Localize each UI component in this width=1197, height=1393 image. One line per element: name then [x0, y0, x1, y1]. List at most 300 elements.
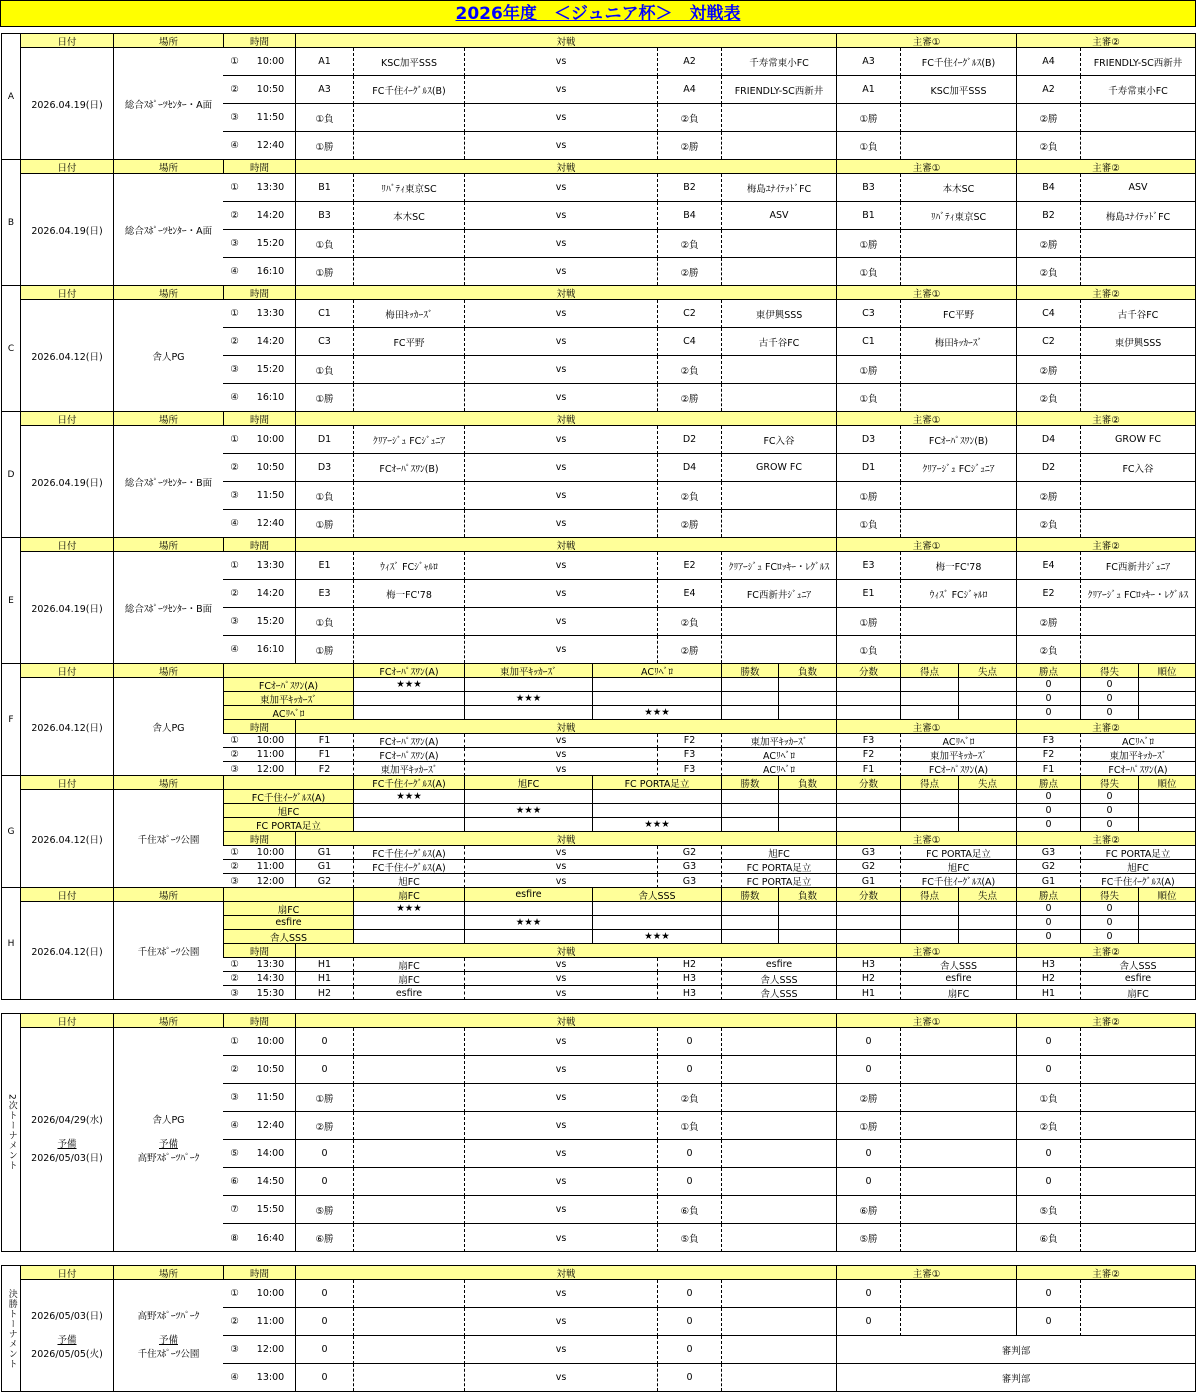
value-wins	[721, 804, 778, 818]
referee-2-code: H1	[1016, 986, 1080, 1000]
value-losses	[778, 678, 836, 692]
header-date: 日付	[21, 888, 113, 902]
referee-2-code: 0	[1016, 1056, 1080, 1084]
header-points: 勝点	[1016, 664, 1080, 678]
referee-2-name: esfire	[1080, 972, 1195, 986]
team-2-name: 旭FC	[721, 846, 836, 860]
team-2-name	[721, 1112, 836, 1140]
referee-2-code: ②勝	[1016, 230, 1080, 258]
referee-1-code: ①勝	[836, 104, 900, 132]
referee-1-name: 東加平ｷｯｶｰｽﾞ	[900, 748, 1016, 762]
team-2-name	[721, 1028, 836, 1056]
header-date: 日付	[21, 776, 113, 790]
match-time: 11:00	[246, 860, 295, 874]
match-number: ⑤	[223, 1140, 246, 1168]
value-rank	[1138, 804, 1195, 818]
value-goals-against	[958, 902, 1016, 916]
match-date: 2026.04.12(日)	[31, 835, 103, 846]
referee-1-code: ①負	[836, 132, 900, 159]
header-match: 対戦	[295, 412, 836, 426]
match-number: ③	[230, 763, 239, 775]
match-number: ①	[223, 1280, 246, 1308]
value-goals-for	[900, 916, 958, 930]
header-referee-2: 主審②	[1016, 412, 1195, 426]
result-cell	[464, 678, 592, 692]
value-goal-diff: 0	[1080, 818, 1138, 832]
referee-2-name: 古千谷FC	[1080, 300, 1195, 328]
team-2-name: FC入谷	[721, 426, 836, 454]
referee-1-name: 梅一FC'78	[900, 552, 1016, 580]
team-2-code: G3	[657, 874, 721, 888]
team-1-name: ﾘﾊﾞﾃｨ東京SC	[353, 174, 464, 202]
match-date: 2026.04.12(日)	[31, 947, 103, 958]
referee-1-name	[900, 1084, 1016, 1112]
value-points: 0	[1016, 678, 1080, 692]
vs-label: vs	[464, 1084, 657, 1112]
header-goals-against: 失点	[958, 776, 1016, 790]
team-2-code: ②負	[657, 104, 721, 132]
vs-label: vs	[464, 1140, 657, 1168]
team-2-code: 0	[657, 1280, 721, 1308]
referee-1-name	[900, 384, 1016, 411]
team-2-name	[721, 1140, 836, 1168]
header-place: 場所	[113, 538, 223, 552]
match-time: 11:50	[246, 104, 295, 132]
value-goals-for	[900, 930, 958, 944]
team-2-code: ②勝	[657, 258, 721, 285]
result-cell	[353, 804, 464, 818]
referee-2-code: 0	[1016, 1308, 1080, 1336]
referee-1-code: F1	[836, 762, 900, 776]
team-1-name	[353, 482, 464, 510]
team-2-code: H2	[657, 958, 721, 972]
team-2-name: 舎人SSS	[721, 972, 836, 986]
match-date-2: 2026/05/05(火)	[31, 1348, 103, 1360]
referee-1-code: B3	[836, 174, 900, 202]
team-2-name	[721, 482, 836, 510]
match-number: ②	[223, 328, 246, 356]
value-draws	[836, 790, 900, 804]
team-2-code: B4	[657, 202, 721, 230]
vs-label: vs	[464, 426, 657, 454]
vs-label: vs	[464, 328, 657, 356]
referee-1-code: ①負	[836, 510, 900, 537]
match-venue: 舎人PG	[113, 678, 223, 776]
venue-1: 舎人PG	[152, 1114, 185, 1126]
team-1-code: ①負	[295, 608, 353, 636]
header-draws: 分数	[836, 664, 900, 678]
standings-col-team-1: FC千住ｲｰｸﾞﾙｽ(A)	[353, 776, 464, 790]
team-1-code: ①勝	[295, 384, 353, 411]
value-goals-for	[900, 692, 958, 706]
team-1-code: D1	[295, 426, 353, 454]
match-time: 15:20	[246, 608, 295, 636]
match-time: 12:40	[256, 140, 285, 151]
match-number: ④	[230, 392, 239, 403]
standings-col-team-3: ACﾘﾍﾞﾛ	[592, 664, 721, 678]
team-1-name: 扇FC	[353, 958, 464, 972]
group-label: C	[2, 286, 21, 411]
vs-label: vs	[464, 874, 657, 888]
group-c	[1, 285, 1196, 412]
match-time: 15:20	[246, 230, 295, 258]
referee-2-name	[1080, 1168, 1195, 1196]
referee-2-code: D2	[1016, 454, 1080, 482]
team-2-code: C2	[657, 300, 721, 328]
team-1-code: H1	[295, 958, 353, 972]
referee-1-name: KSC加平SSS	[900, 76, 1016, 104]
referee-1-name: 舎人SSS	[900, 958, 1016, 972]
header-goal-diff: 得失	[1080, 888, 1138, 902]
standings-corner	[223, 776, 353, 790]
header-draws: 分数	[836, 888, 900, 902]
referee-1-name: ｳｨｽﾞ FCｼﾞｬﾙﾛ	[900, 580, 1016, 608]
value-goals-for	[900, 818, 958, 832]
vs-label: vs	[464, 986, 657, 1000]
group-f	[1, 663, 1196, 776]
header-place: 場所	[113, 776, 223, 790]
referee-2-name: 扇FC	[1080, 986, 1195, 1000]
value-goal-diff: 0	[1080, 930, 1138, 944]
value-points: 0	[1016, 790, 1080, 804]
referee-2-name	[1080, 510, 1195, 537]
standings-row-team: FC PORTA足立	[223, 818, 353, 832]
team-2-name: 千寿常東小FC	[721, 48, 836, 76]
team-2-code: 0	[657, 1168, 721, 1196]
self-match-stars: ★★★	[464, 692, 592, 706]
referee-2-name	[1080, 1140, 1195, 1168]
value-wins	[721, 818, 778, 832]
referee-2-code: B4	[1016, 174, 1080, 202]
team-2-code: 0	[657, 1308, 721, 1336]
reserve-label: 予備	[57, 1138, 77, 1150]
team-1-name	[353, 230, 464, 258]
referee-1-code: ①勝	[836, 608, 900, 636]
team-1-code: 0	[295, 1168, 353, 1196]
match-time: 12:40	[246, 1112, 295, 1140]
header-match: 対戦	[295, 720, 836, 734]
team-1-name: 東加平ｷｯｶｰｽﾞ	[353, 762, 464, 776]
team-1-code: 0	[295, 1028, 353, 1056]
team-2-name: GROW FC	[721, 454, 836, 482]
team-1-code: D3	[295, 454, 353, 482]
team-2-name: 舎人SSS	[721, 986, 836, 1000]
referee-1-code: 0	[836, 1140, 900, 1168]
team-1-name	[353, 1028, 464, 1056]
value-losses	[778, 916, 836, 930]
referee-2-name	[1080, 104, 1195, 132]
match-time: 13:30	[246, 300, 295, 328]
team-2-code: ②負	[657, 356, 721, 384]
header-losses: 負数	[778, 888, 836, 902]
match-time: 15:50	[246, 1196, 295, 1224]
team-2-code: ②負	[657, 608, 721, 636]
team-1-code: E1	[295, 552, 353, 580]
team-2-code: H3	[657, 972, 721, 986]
referee-1-name: 旭FC	[900, 860, 1016, 874]
referee-2-code: ②勝	[1016, 608, 1080, 636]
referee-1-code: C3	[836, 300, 900, 328]
team-2-name	[721, 1168, 836, 1196]
team-2-name: FC PORTA足立	[721, 860, 836, 874]
group-d	[1, 411, 1196, 538]
team-2-name	[721, 1196, 836, 1224]
match-number: ①	[223, 174, 246, 202]
team-2-name	[721, 1056, 836, 1084]
vs-label: vs	[464, 734, 657, 748]
referee-1-code: E3	[836, 552, 900, 580]
referee-2-code: ②負	[1016, 384, 1080, 411]
value-goals-against	[958, 706, 1016, 720]
referee-1-code: ⑤勝	[836, 1224, 900, 1252]
match-number: ⑦	[223, 1196, 246, 1224]
vs-label: vs	[464, 580, 657, 608]
team-1-code: ②勝	[295, 1112, 353, 1140]
header-referee-1: 主審①	[836, 944, 1016, 958]
result-cell	[353, 818, 464, 832]
header-goal-diff: 得失	[1080, 664, 1138, 678]
header-goal-diff: 得失	[1080, 776, 1138, 790]
match-number: ②	[223, 76, 246, 104]
referee-2-code: ⑤負	[1016, 1196, 1080, 1224]
team-2-code: A2	[657, 48, 721, 76]
header-time: 時間	[223, 944, 295, 958]
referee-1-code: A3	[836, 48, 900, 76]
referee-1-name	[900, 1028, 1016, 1056]
team-1-code: H2	[295, 986, 353, 1000]
team-1-name: FC千住ｲｰｸﾞﾙｽ(A)	[353, 846, 464, 860]
referee-1-code: D3	[836, 426, 900, 454]
match-number: ③	[223, 1084, 246, 1112]
referee-1-name: FCｵｰﾊﾟｽﾜﾝ(A)	[900, 762, 1016, 776]
group-e	[1, 537, 1196, 664]
referee-1-code: C1	[836, 328, 900, 356]
group-label: H	[2, 888, 21, 999]
referee-1-name	[900, 1112, 1016, 1140]
team-1-name: FCｵｰﾊﾟｽﾜﾝ(A)	[353, 734, 464, 748]
team-2-name	[721, 104, 836, 132]
team-1-code: ①勝	[295, 258, 353, 285]
match-number: ②	[223, 860, 246, 874]
match-time: 11:00	[246, 1308, 295, 1336]
referee-1-code: F2	[836, 748, 900, 762]
team-1-name	[353, 1112, 464, 1140]
header-date: 日付	[21, 412, 113, 426]
referee-1-name: FC平野	[900, 300, 1016, 328]
team-2-code: ②勝	[657, 510, 721, 537]
referee-1-name: ﾘﾊﾞﾃｨ東京SC	[900, 202, 1016, 230]
team-1-code: G1	[295, 860, 353, 874]
team-1-name	[353, 1084, 464, 1112]
vs-label: vs	[464, 202, 657, 230]
vs-label: vs	[464, 104, 657, 132]
value-points: 0	[1016, 692, 1080, 706]
referee-2-name: FC PORTA足立	[1080, 846, 1195, 860]
team-1-code: ⑤勝	[295, 1196, 353, 1224]
value-losses	[778, 930, 836, 944]
referee-1-code: ①負	[836, 636, 900, 663]
vs-label: vs	[464, 972, 657, 986]
team-1-code: ①負	[295, 104, 353, 132]
referee-2-name: 東加平ｷｯｶｰｽﾞ	[1080, 748, 1195, 762]
team-1-name: 本木SC	[353, 202, 464, 230]
match-number: ②	[223, 1056, 246, 1084]
value-goal-diff: 0	[1080, 804, 1138, 818]
match-time: 13:00	[256, 1372, 285, 1383]
group-label: F	[2, 664, 21, 775]
referee-1-code: H1	[836, 986, 900, 1000]
team-2-name	[721, 384, 836, 411]
value-wins	[721, 790, 778, 804]
value-goals-for	[900, 790, 958, 804]
standings-row-team: 舎人SSS	[223, 930, 353, 944]
referee-2-name: 東伊興SSS	[1080, 328, 1195, 356]
team-2-name	[721, 1336, 836, 1364]
team-1-name: FC平野	[353, 328, 464, 356]
standings-col-team-2: 旭FC	[464, 776, 592, 790]
team-1-name: FC千住ｲｰｸﾞﾙｽ(A)	[353, 860, 464, 874]
team-2-name: ACﾘﾍﾞﾛ	[721, 748, 836, 762]
team-2-name: 古千谷FC	[721, 328, 836, 356]
self-match-stars: ★★★	[592, 818, 721, 832]
team-2-name: esfire	[721, 958, 836, 972]
value-draws	[836, 692, 900, 706]
value-wins	[721, 902, 778, 916]
standings-col-team-3: FC PORTA足立	[592, 776, 721, 790]
match-time: 15:20	[246, 356, 295, 384]
team-2-code: E2	[657, 552, 721, 580]
referee-2-name: ACﾘﾍﾞﾛ	[1080, 734, 1195, 748]
result-cell	[464, 790, 592, 804]
referee-2-name	[1080, 1056, 1195, 1084]
header-match: 対戦	[295, 1266, 836, 1280]
team-1-code: F2	[295, 762, 353, 776]
venue-1: 高野ｽﾎﾟｰﾂﾊﾟｰｸ	[137, 1310, 200, 1322]
vs-label: vs	[464, 76, 657, 104]
match-number: ①	[223, 426, 246, 454]
referee-2-code: C2	[1016, 328, 1080, 356]
value-rank	[1138, 916, 1195, 930]
referee-1-name	[900, 258, 1016, 285]
match-number: ①	[223, 1028, 246, 1056]
header-place: 場所	[113, 160, 223, 174]
team-1-code: ①負	[295, 230, 353, 258]
referee-2-name	[1080, 258, 1195, 285]
header-losses: 負数	[778, 776, 836, 790]
vs-label: vs	[464, 762, 657, 776]
team-2-code: E4	[657, 580, 721, 608]
match-time: 12:40	[256, 518, 285, 529]
referee-2-code: ②勝	[1016, 356, 1080, 384]
team-1-name	[353, 384, 464, 411]
value-goals-against	[958, 804, 1016, 818]
team-2-code: 0	[657, 1364, 721, 1391]
referee-2-name: 梅島ﾕﾅｲﾃｯﾄﾞFC	[1080, 202, 1195, 230]
match-date: 2026.04.12(日)	[31, 351, 103, 363]
referee-2-code: G2	[1016, 860, 1080, 874]
referee-2-code: F3	[1016, 734, 1080, 748]
self-match-stars: ★★★	[464, 916, 592, 930]
header-date: 日付	[21, 1014, 113, 1028]
result-cell	[592, 790, 721, 804]
value-points: 0	[1016, 706, 1080, 720]
header-match: 対戦	[295, 944, 836, 958]
match-venue: 千住ｽﾎﾟｰﾂ公園	[113, 902, 223, 1000]
team-2-code: ①負	[657, 1112, 721, 1140]
standings-row-team: esfire	[223, 916, 353, 930]
value-goals-for	[900, 804, 958, 818]
team-2-code: ②負	[657, 1084, 721, 1112]
referee-2-name: ASV	[1080, 174, 1195, 202]
referee-2-name	[1080, 1084, 1195, 1112]
team-2-name: ACﾘﾍﾞﾛ	[721, 762, 836, 776]
team-1-name	[353, 1056, 464, 1084]
match-date-2: 2026/05/03(日)	[31, 1152, 103, 1164]
header-place: 場所	[113, 34, 223, 48]
team-1-name: FCｵｰﾊﾟｽﾜﾝ(A)	[353, 748, 464, 762]
team-1-name	[353, 356, 464, 384]
team-1-code: 0	[295, 1308, 353, 1336]
team-2-code: ⑥負	[657, 1196, 721, 1224]
vs-label: vs	[464, 48, 657, 76]
match-number: ④	[230, 140, 239, 151]
match-number: ③	[230, 987, 239, 999]
match-date: 2026.04.19(日)	[31, 225, 103, 237]
header-date: 日付	[21, 286, 113, 300]
referee-2-name: FC西新井ｼﾞｭﾆｱ	[1080, 552, 1195, 580]
match-time: 11:50	[246, 1084, 295, 1112]
referee-2-code: G1	[1016, 874, 1080, 888]
match-number: ⑧	[230, 1232, 239, 1244]
referee-2-name: FC千住ｲｰｸﾞﾙｽ(A)	[1080, 874, 1195, 888]
referee-1-name	[900, 1308, 1016, 1336]
match-number: ⑥	[223, 1168, 246, 1196]
team-2-name	[721, 510, 836, 537]
team-2-name	[721, 132, 836, 159]
referee-1-code: ①勝	[836, 482, 900, 510]
header-match: 対戦	[295, 34, 836, 48]
team-1-code: A3	[295, 76, 353, 104]
team-1-code: ①勝	[295, 510, 353, 537]
vs-label: vs	[464, 230, 657, 258]
value-rank	[1138, 902, 1195, 916]
vs-label: vs	[464, 454, 657, 482]
header-goals-against: 失点	[958, 664, 1016, 678]
vs-label: vs	[464, 748, 657, 762]
team-1-code: F1	[295, 734, 353, 748]
value-draws	[836, 706, 900, 720]
referee-2-code: ①負	[1016, 1084, 1080, 1112]
value-points: 0	[1016, 818, 1080, 832]
header-referee-1: 主審①	[836, 1266, 1016, 1280]
header-referee-2: 主審②	[1016, 286, 1195, 300]
match-number: ④	[230, 1372, 239, 1383]
header-rank: 順位	[1138, 888, 1195, 902]
match-time: 10:00	[246, 1280, 295, 1308]
match-time: 13:30	[246, 958, 295, 972]
value-rank	[1138, 706, 1195, 720]
second-tournament	[1, 1013, 1196, 1252]
header-losses: 負数	[778, 664, 836, 678]
value-points: 0	[1016, 930, 1080, 944]
self-match-stars: ★★★	[592, 706, 721, 720]
referee-1-name	[900, 510, 1016, 537]
match-time: 10:00	[246, 48, 295, 76]
value-rank	[1138, 930, 1195, 944]
reserve-label: 予備	[158, 1334, 178, 1346]
referee-2-name	[1080, 1028, 1195, 1056]
value-losses	[778, 902, 836, 916]
